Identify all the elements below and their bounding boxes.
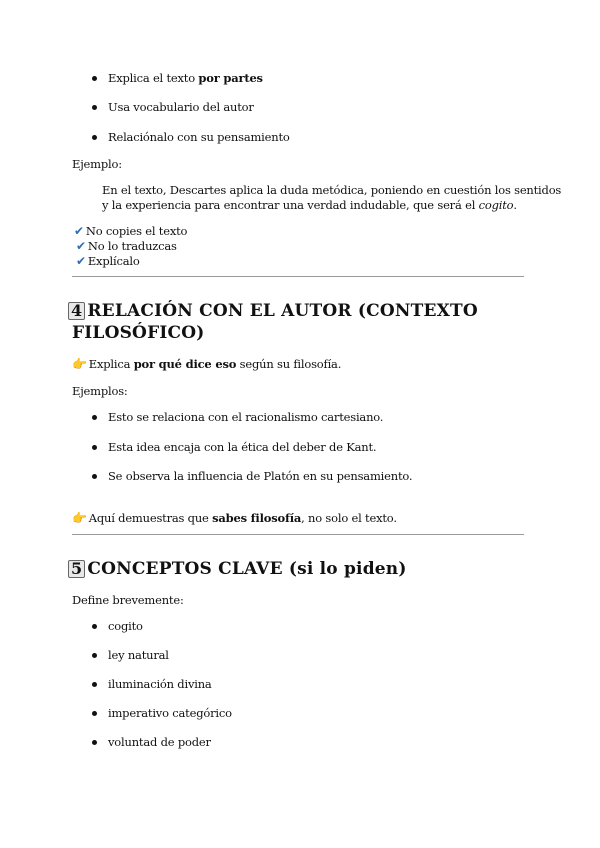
example-text: .	[513, 198, 517, 212]
check-item	[76, 254, 140, 268]
example-italic-text: cogito	[478, 198, 514, 212]
example-line-2	[102, 198, 517, 212]
check-item-text: No lo traduzcas	[87, 239, 177, 253]
example-label: Ejemplo:	[72, 157, 122, 171]
check-item	[74, 224, 187, 238]
check-item-text: Explícalo	[87, 254, 140, 268]
bullet-icon	[92, 415, 97, 420]
check-item	[76, 239, 177, 253]
intro-bold-text: por qué dice eso	[133, 357, 237, 371]
section-4-title-line-1: RELACIÓN CON EL AUTOR (CONTEXTO	[87, 301, 478, 321]
pointing-hand-icon: 👉	[72, 357, 87, 371]
list-item	[92, 410, 383, 424]
list-item	[92, 71, 263, 85]
pointing-hand-icon: 👉	[72, 511, 87, 525]
section-divider	[72, 276, 524, 277]
bullet-icon	[92, 76, 97, 81]
intro-text: Explica	[88, 357, 134, 371]
section-4-note	[72, 511, 397, 525]
section-5-intro: Define brevemente:	[72, 593, 184, 607]
check-mark-icon: ✔	[76, 254, 86, 268]
intro-text: según su filosofía.	[236, 357, 342, 371]
list-item-text: cogito	[108, 619, 143, 633]
list-item-text: iluminación divina	[108, 677, 212, 691]
list-item	[92, 735, 211, 749]
bullet-icon	[92, 624, 97, 629]
section-4-title-line-2: FILOSÓFICO)	[72, 323, 205, 343]
note-text: Aquí demuestras que	[88, 511, 213, 525]
section-4-heading	[68, 301, 478, 321]
list-item-text: Relaciónalo con su pensamiento	[108, 130, 290, 144]
section-divider	[72, 534, 524, 535]
bullet-icon	[92, 474, 97, 479]
list-item	[92, 619, 143, 633]
section-5-title: CONCEPTOS CLAVE (si lo piden)	[87, 559, 407, 579]
examples-label: Ejemplos:	[72, 384, 128, 398]
note-bold-text: sabes filosofía	[212, 511, 302, 525]
list-item	[92, 677, 212, 691]
example-text: y la experiencia para encontrar una verdad indudable, que será el	[102, 198, 479, 212]
check-mark-icon: ✔	[74, 224, 84, 238]
list-item-bold-text: por partes	[198, 71, 263, 85]
list-item	[92, 100, 254, 114]
keycap-number-4-icon: 4	[68, 302, 85, 320]
list-item-text: imperativo categórico	[108, 706, 232, 720]
list-item-text: Usa vocabulario del autor	[108, 100, 254, 114]
list-item	[92, 440, 376, 454]
bullet-icon	[92, 105, 97, 110]
list-item-text: voluntad de poder	[108, 735, 211, 749]
list-item	[92, 130, 290, 144]
bullet-icon	[92, 135, 97, 140]
bullet-icon	[92, 740, 97, 745]
list-item-text: Esta idea encaja con la ética del deber de Kant.	[108, 440, 377, 454]
section-5-heading	[68, 559, 407, 579]
check-item-text: No copies el texto	[85, 224, 188, 238]
keycap-number-5-icon: 5	[68, 560, 85, 578]
bullet-icon	[92, 653, 97, 658]
section-4-intro	[72, 357, 341, 371]
bullet-icon	[92, 445, 97, 450]
example-line-1: En el texto, Descartes aplica la duda metódica, poniendo en cuestión los sentidos	[102, 183, 562, 197]
list-item	[92, 648, 169, 662]
list-item-text: Se observa la influencia de Platón en su pensamiento.	[108, 469, 413, 483]
list-item	[92, 469, 412, 483]
bullet-icon	[92, 711, 97, 716]
note-text: , no solo el texto.	[301, 511, 397, 525]
list-item-text: ley natural	[108, 648, 169, 662]
bullet-icon	[92, 682, 97, 687]
list-item	[92, 706, 232, 720]
list-item-text: Esto se relaciona con el racionalismo cartesiano.	[108, 410, 384, 424]
list-item-text: Explica el texto	[108, 71, 199, 85]
check-mark-icon: ✔	[76, 239, 86, 253]
